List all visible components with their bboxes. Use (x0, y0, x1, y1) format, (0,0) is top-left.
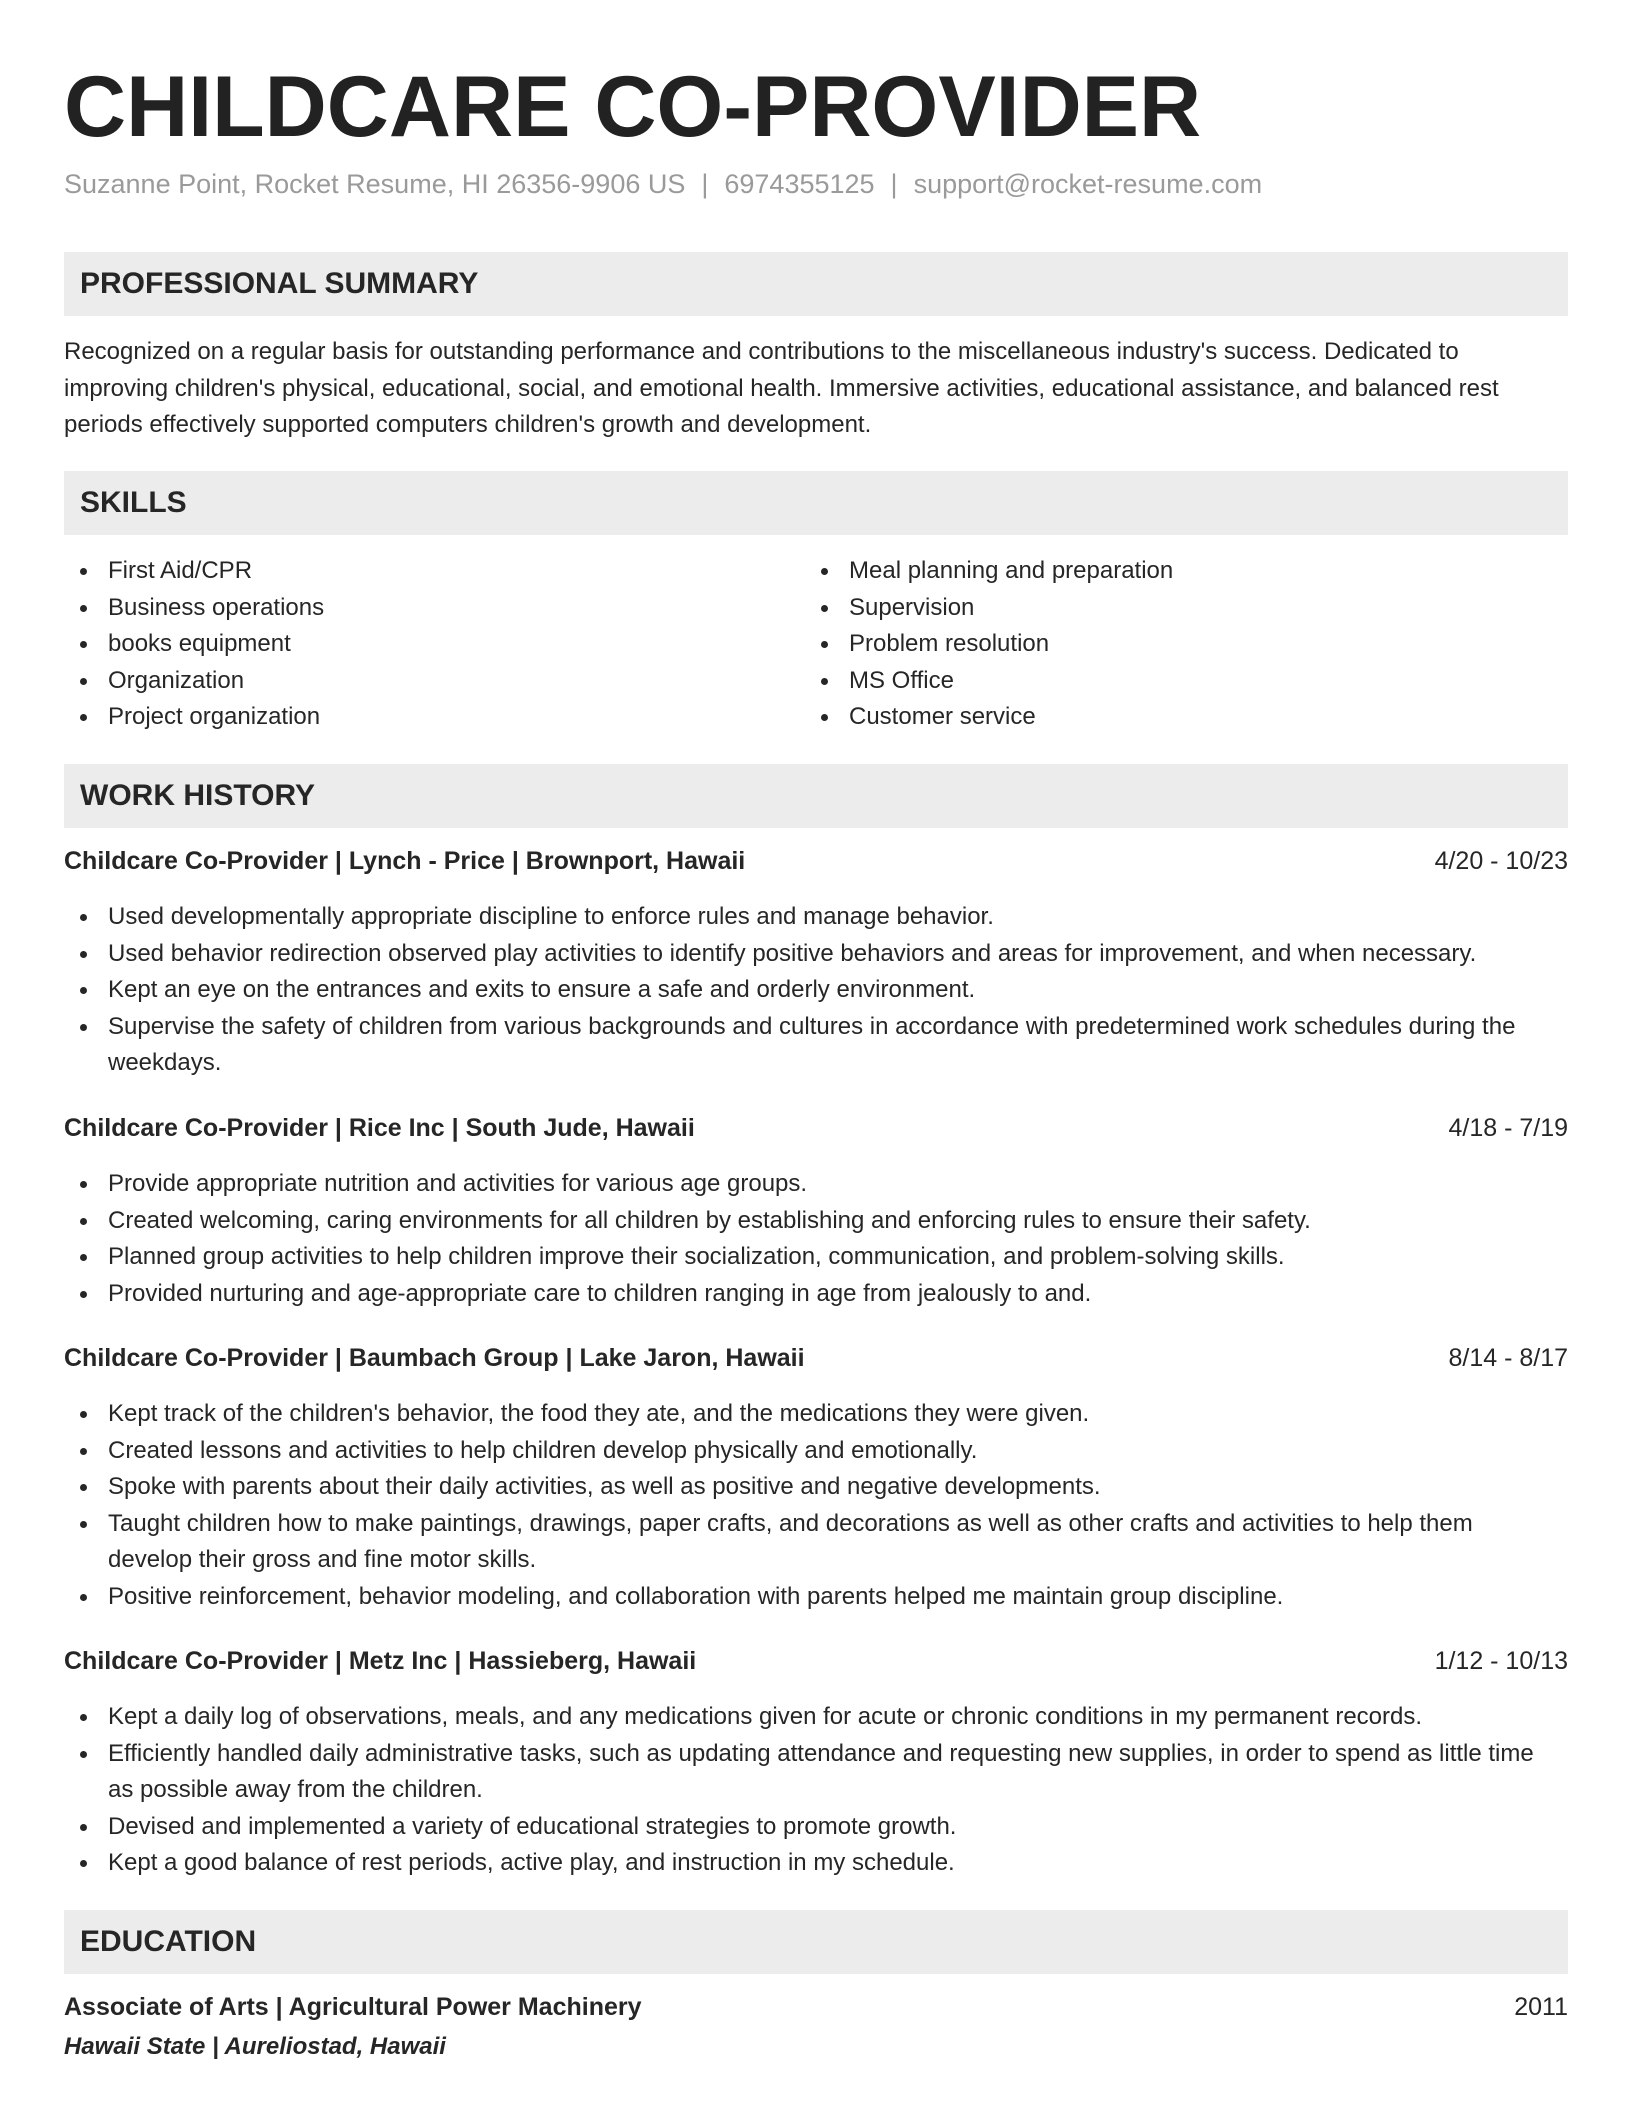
job-dates: 4/18 - 7/19 (1448, 1114, 1568, 1142)
education-section-header (64, 1910, 1568, 1974)
job-title: Childcare Co-Provider | Rice Inc | South Jude, Hawaii (64, 1114, 695, 1142)
job-bullet: Planned group activities to help children improve their socialization, communication, and problem-solving skills. (64, 1239, 1568, 1276)
job-bullet: Provide appropriate nutrition and activities for various age groups. (64, 1166, 1568, 1203)
skill-item: Problem resolution (805, 626, 1173, 663)
skill-item: books equipment (64, 626, 324, 663)
skill-item: Organization (64, 663, 324, 700)
graduation-year: 2011 (1514, 1993, 1568, 2021)
job-title: Childcare Co-Provider | Lynch - Price | Brownport, Hawaii (64, 847, 746, 875)
skill-item: Business operations (64, 590, 324, 627)
resume-title: CHILDCARE CO-PROVIDER (64, 59, 1202, 155)
job-title: Childcare Co-Provider | Baumbach Group | Lake Jaron, Hawaii (64, 1344, 805, 1372)
contact-email: support@rocket-resume.com (913, 169, 1263, 199)
skill-item: Project organization (64, 699, 324, 736)
job-bullet: Kept track of the children's behavior, the food they ate, and the medications they were given. (64, 1396, 1568, 1433)
skill-item: First Aid/CPR (64, 553, 324, 590)
skill-item: Customer service (805, 699, 1173, 736)
job-bullet: Created welcoming, caring environments for all children by establishing and enforcing rules to ensure their safety. (64, 1203, 1568, 1240)
degree-title: Associate of Arts | Agricultural Power Machinery (64, 1993, 642, 2021)
job-bullet: Efficiently handled daily administrative tasks, such as updating attendance and requesting new supplies, in order to spend as little time as possible away from the children. (64, 1736, 1568, 1809)
skills-list-right (805, 553, 1173, 736)
contact-address: Suzanne Point, Rocket Resume, HI 26356-9906 US (64, 169, 686, 199)
job-bullet: Provided nurturing and age-appropriate care to children ranging in age from jealously to and. (64, 1276, 1568, 1313)
job-bullet: Positive reinforcement, behavior modeling, and collaboration with parents helped me maintain group discipline. (64, 1579, 1568, 1616)
job-bullet: Kept a good balance of rest periods, active play, and instruction in my schedule. (64, 1845, 1568, 1882)
summary-section-header (64, 252, 1568, 316)
skill-item: Supervision (805, 590, 1173, 627)
contact-phone: 6974355125 (724, 169, 875, 199)
job-bullet: Kept a daily log of observations, meals, and any medications given for acute or chronic conditions in my permanent records. (64, 1699, 1568, 1736)
contact-line (64, 167, 1262, 201)
school-name: Hawaii State | Aureliostad, Hawaii (64, 2033, 446, 2060)
job-dates: 8/14 - 8/17 (1448, 1344, 1568, 1372)
job-dates: 4/20 - 10/23 (1434, 847, 1568, 875)
skill-item: Meal planning and preparation (805, 553, 1173, 590)
summary-text: Recognized on a regular basis for outstanding performance and contributions to the miscellaneous industry's success. Dedicated to improving children's physical, educational, social, and emotional health. Immersive activities, educational assistance, and balanced rest periods effectively supported computers children's growth and development. (64, 338, 1499, 438)
skills-section-header (64, 471, 1568, 535)
job-bullet: Used developmentally appropriate discipline to enforce rules and manage behavior. (64, 899, 1568, 936)
job-bullet: Spoke with parents about their daily activities, as well as positive and negative developments. (64, 1469, 1568, 1506)
job-bullet: Devised and implemented a variety of educational strategies to promote growth. (64, 1809, 1568, 1846)
job-dates: 1/12 - 10/13 (1434, 1647, 1568, 1675)
skills-list-left (64, 553, 324, 736)
job-bullet: Used behavior redirection observed play activities to identify positive behaviors and areas for improvement, and when necessary. (64, 936, 1568, 973)
work-section-header (64, 764, 1568, 828)
contact-separator: | (701, 169, 709, 199)
job-bullets (64, 1699, 1568, 1882)
skill-item: MS Office (805, 663, 1173, 700)
job-title: Childcare Co-Provider | Metz Inc | Hassieberg, Hawaii (64, 1647, 697, 1675)
job-bullet: Supervise the safety of children from various backgrounds and cultures in accordance with predetermined work schedules during the weekdays. (64, 1009, 1568, 1082)
contact-separator: | (890, 169, 898, 199)
job-bullets (64, 899, 1568, 1082)
job-bullets (64, 1396, 1568, 1615)
job-bullet: Taught children how to make paintings, drawings, paper crafts, and decorations as well as other crafts and activities to help them develop their gross and fine motor skills. (64, 1506, 1568, 1579)
job-bullets (64, 1166, 1568, 1312)
skills-heading: SKILLS (80, 486, 187, 519)
job-bullet: Created lessons and activities to help children develop physically and emotionally. (64, 1433, 1568, 1470)
summary-heading: PROFESSIONAL SUMMARY (80, 267, 479, 300)
job-bullet: Kept an eye on the entrances and exits to ensure a safe and orderly environment. (64, 972, 1568, 1009)
education-heading: EDUCATION (80, 1925, 257, 1958)
work-heading: WORK HISTORY (80, 779, 316, 812)
